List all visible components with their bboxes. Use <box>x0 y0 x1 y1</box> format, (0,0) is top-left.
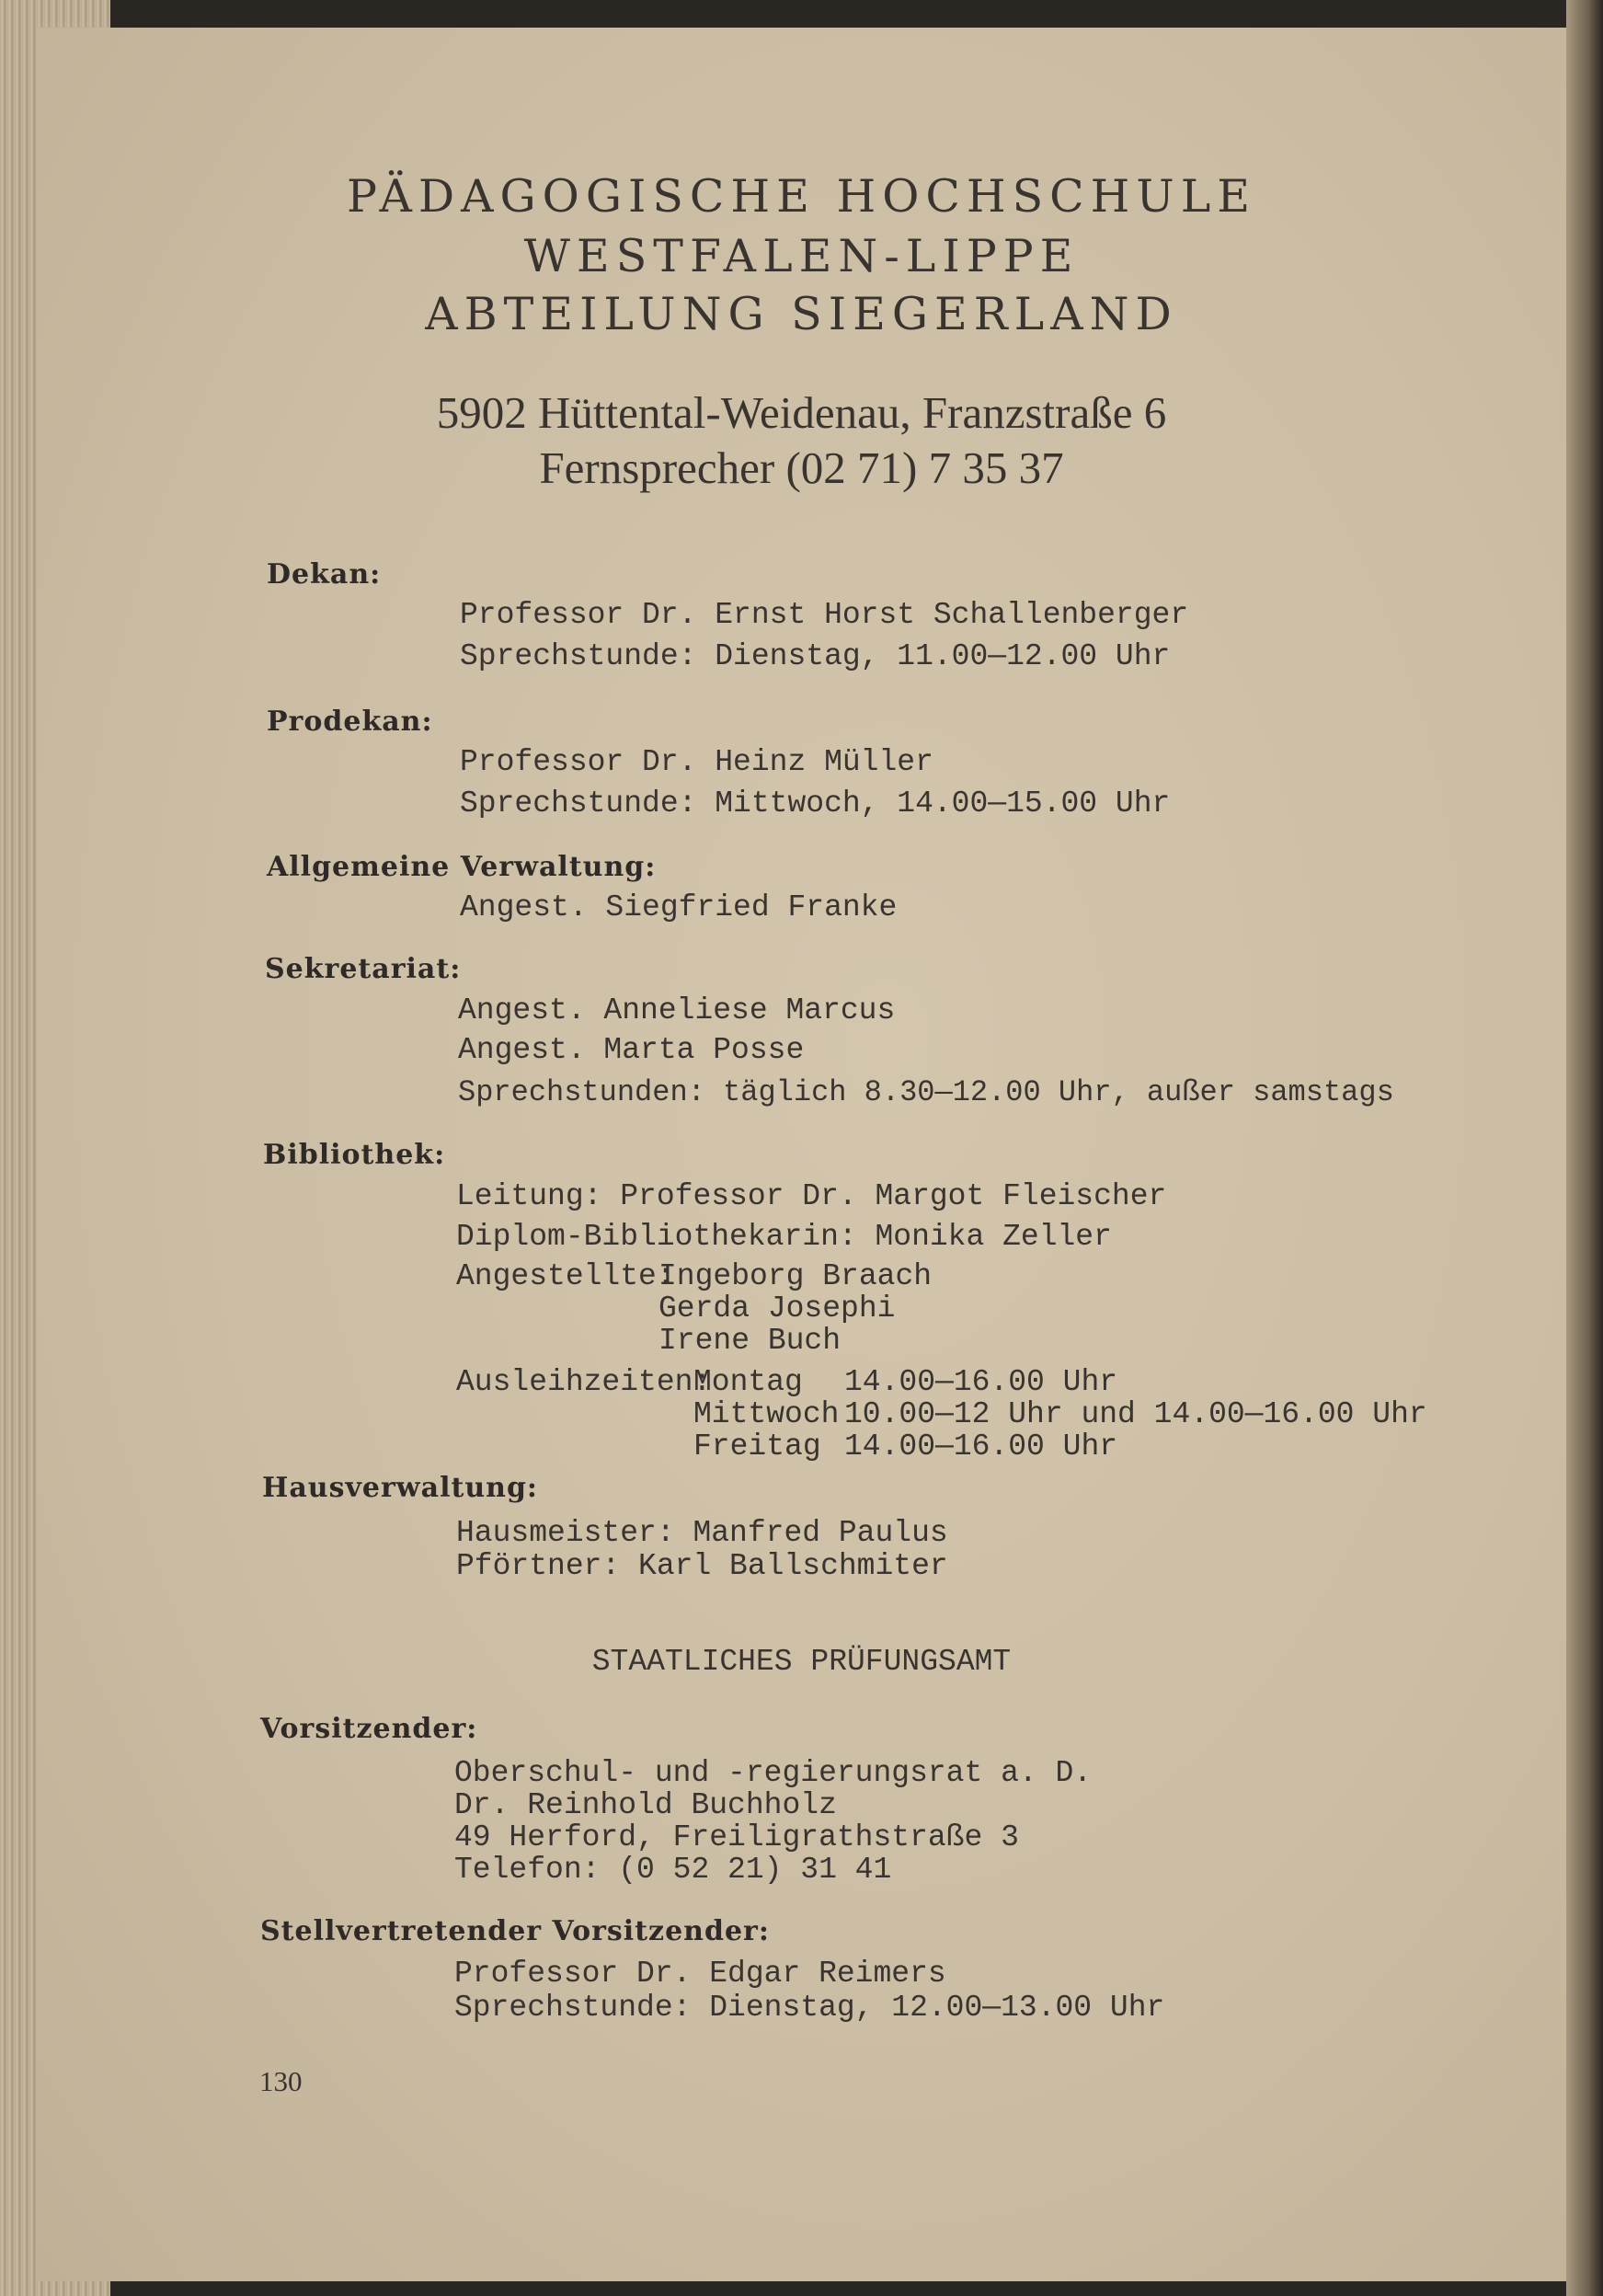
dekan-label: Dekan: <box>267 558 382 591</box>
title-line-1: PÄDAGOGISCHE HOCHSCHULE <box>347 170 1256 223</box>
sekretariat-label: Sekretariat: <box>265 953 462 985</box>
ausleih-time: 10.00—12 Uhr und 14.00—16.00 Uhr <box>844 1397 1427 1431</box>
pfoertner: Pförtner: Karl Ballschmiter <box>456 1549 948 1583</box>
vorsitz-line: Oberschul- und -regierungsrat a. D. <box>454 1756 1093 1790</box>
angestellte-item: Ingeborg Braach <box>658 1259 933 1293</box>
ausleih-day: Mittwoch <box>693 1397 840 1431</box>
verwaltung-name: Angest. Siegfried Franke <box>460 890 898 924</box>
title-line-2: WESTFALEN-LIPPE <box>523 230 1080 282</box>
stellv-hours: Sprechstunde: Dienstag, 12.00—13.00 Uhr <box>454 1991 1165 2025</box>
verwaltung-label: Allgemeine Verwaltung: <box>267 851 657 883</box>
bibliothek-label: Bibliothek: <box>263 1139 446 1171</box>
prodekan-label: Prodekan: <box>267 706 433 738</box>
angestellte-item: Irene Buch <box>658 1324 842 1358</box>
dekan-name: Professor Dr. Ernst Horst Schallenberger <box>460 598 1189 632</box>
title-line-3: ABTEILUNG SIEGERLAND <box>425 288 1178 340</box>
prodekan-hours: Sprechstunde: Mittwoch, 14.00—15.00 Uhr <box>460 786 1171 821</box>
book-spine <box>1566 0 1603 2296</box>
address: 5902 Hüttental-Weidenau, Franzstraße 6 <box>436 387 1167 438</box>
vorsitz-label: Vorsitzender: <box>260 1713 478 1745</box>
ausleih-day: Freitag <box>693 1429 821 1464</box>
angestellte-label: Angestellte: <box>456 1259 675 1293</box>
stellv-name: Professor Dr. Edgar Reimers <box>454 1957 946 1991</box>
pruefungsamt-heading: STAATLICHES PRÜFUNGSAMT <box>591 1645 1012 1679</box>
bibliothek-leitung: Leitung: Professor Dr. Margot Fleischer <box>456 1179 1167 1213</box>
dekan-hours: Sprechstunde: Dienstag, 11.00—12.00 Uhr <box>460 639 1171 673</box>
ausleih-time: 14.00—16.00 Uhr <box>844 1429 1118 1464</box>
sekretariat-hours: Sprechstunden: täglich 8.30—12.00 Uhr, außer samstags <box>458 1075 1394 1109</box>
sekretariat-staff-2: Angest. Marta Posse <box>458 1033 805 1067</box>
hausverwaltung-label: Hausverwaltung: <box>262 1472 538 1504</box>
vorsitz-line: Telefon: (0 52 21) 31 41 <box>454 1853 892 1887</box>
sekretariat-staff-1: Angest. Anneliese Marcus <box>458 993 896 1027</box>
prodekan-name: Professor Dr. Heinz Müller <box>460 745 933 779</box>
ausleih-time: 14.00—16.00 Uhr <box>844 1365 1118 1399</box>
ausleih-label: Ausleihzeiten: <box>456 1365 712 1399</box>
bibliothek-diplom: Diplom-Bibliothekarin: Monika Zeller <box>456 1220 1112 1254</box>
hausmeister: Hausmeister: Manfred Paulus <box>456 1516 948 1550</box>
stellv-label: Stellvertretender Vorsitzender: <box>260 1915 770 1947</box>
vorsitz-line: 49 Herford, Freiligrathstraße 3 <box>454 1820 1019 1854</box>
angestellte-item: Gerda Josephi <box>658 1292 896 1326</box>
vorsitz-line: Dr. Reinhold Buchholz <box>454 1788 837 1822</box>
phone: Fernsprecher (02 71) 7 35 37 <box>539 442 1064 493</box>
page-number: 130 <box>259 2065 303 2097</box>
ausleih-day: Montag <box>693 1365 803 1399</box>
